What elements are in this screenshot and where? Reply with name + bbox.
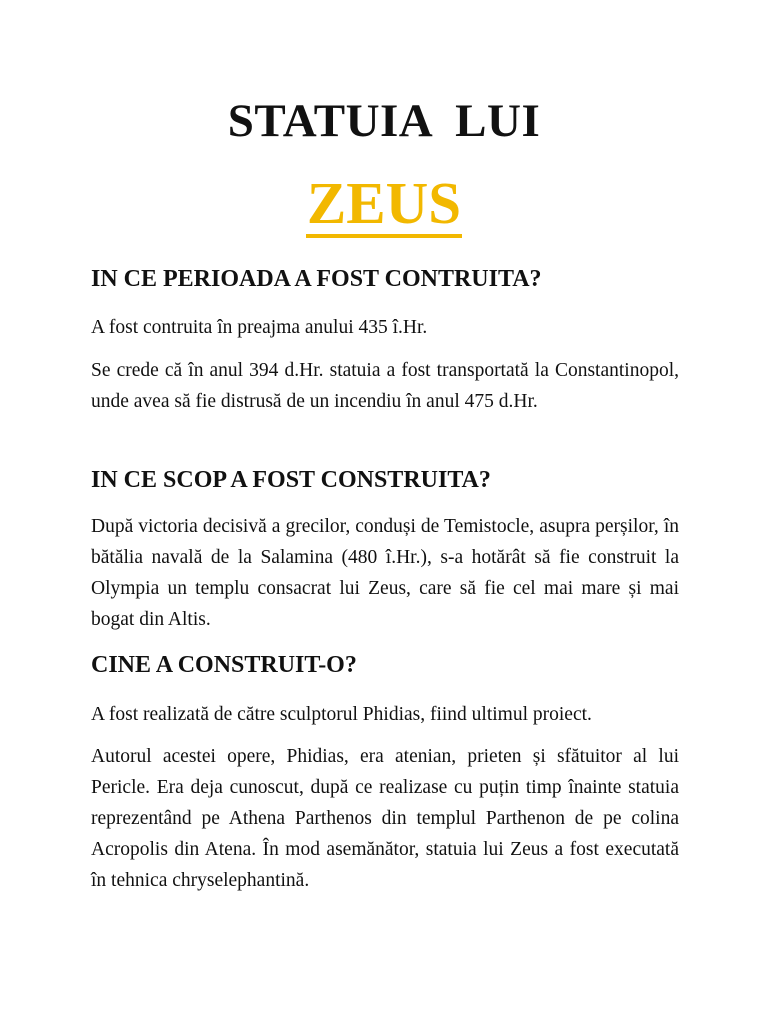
section-builder-paragraph-1: A fost realizată de către sculptorul Phidias, fiind ultimul proiect. <box>91 704 592 725</box>
section-period-paragraph-1: A fost contruita în preajma anului 435 î.Hr. <box>91 317 428 338</box>
section-heading-purpose: IN CE SCOP A FOST CONSTRUITA? <box>91 467 491 493</box>
title-accent-text: ZEUS <box>306 170 462 236</box>
document-title-accent <box>0 168 768 238</box>
document-title: STATUIA LUI <box>227 95 541 147</box>
section-period-paragraph-2: Se crede că în anul 394 d.Hr. statuia a fost transportată la Constantinopol, unde avea să fie distrusă de un incendiu în anul 475 d.Hr. <box>91 360 679 412</box>
section-builder-paragraph-2: Autorul acestei opere, Phidias, era atenian, prieten și sfătuitor al lui Pericle. Era deja cunoscut, după ce realizase cu puțin timp înainte statuia reprezentând pe Athena Parthenos din templul Parthenon de pe colina Acropolis din Atena. În mod asemănător, statuia lui Zeus a fost executată în tehnica chryselephantină. <box>91 746 679 891</box>
section-heading-period: IN CE PERIOADA A FOST CONTRUITA? <box>91 266 542 292</box>
section-heading-builder: CINE A CONSTRUIT-O? <box>91 652 357 678</box>
section-purpose-paragraph-1: După victoria decisivă a grecilor, conduși de Temistocle, asupra perșilor, în bătălia navală de la Salamina (480 î.Hr.), s-a hotărât să fie construit la Olympia un templu consacrat lui Zeus, care să fie cel mai mare și mai bogat din Altis. <box>91 516 679 630</box>
